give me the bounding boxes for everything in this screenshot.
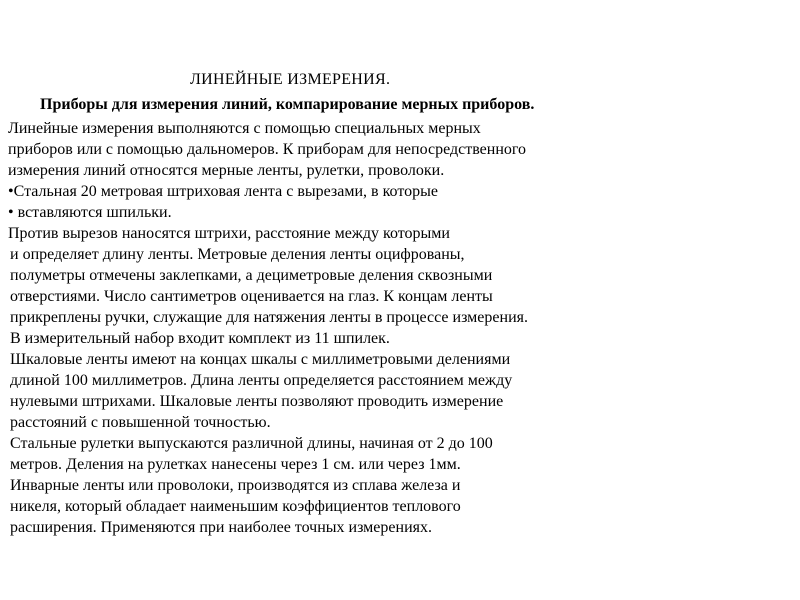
text-line: никеля, который обладает наименьшим коэффициентов теплового [10,498,461,515]
text-line: Против вырезов наносятся штрихи, расстояние между которыми [8,225,450,242]
document-title: ЛИНЕЙНЫЕ ИЗМЕРЕНИЯ. [190,71,391,88]
text-line: отверстиями. Число сантиметров оценивается на глаз. К концам ленты [10,288,493,305]
text-line: и определяет длину ленты. Метровые деления ленты оцифрованы, [10,246,465,263]
text-line: •Стальная 20 метровая штриховая лента с вырезами, в которые [8,183,438,200]
text-line: Линейные измерения выполняются с помощью специальных мерных [8,120,481,137]
text-line: расширения. Применяются при наиболее точных измерениях. [10,519,432,536]
text-line: расстояний с повышенной точностью. [10,414,271,431]
text-line: Инварные ленты или проволоки, производятся из сплава железа и [10,477,461,494]
text-line: В измерительный набор входит комплект из 11 шпилек. [10,330,390,347]
text-line: измерения линий относятся мерные ленты, рулетки, проволоки. [8,162,445,179]
text-line: Стальные рулетки выпускаются различной длины, начиная от 2 до 100 [10,435,493,452]
text-line: • вставляются шпильки. [8,204,172,221]
text-line: длиной 100 миллиметров. Длина ленты определяется расстоянием между [10,372,513,389]
text-line: полуметры отмечены заклепками, а дециметровые деления сквозными [10,267,493,284]
text-line: прикреплены ручки, служащие для натяжения ленты в процессе измерения. [10,309,528,326]
text-line: Шкаловые ленты имеют на концах шкалы с миллиметровыми делениями [10,351,511,368]
text-line: приборов или с помощью дальномеров. К приборам для непосредственного [8,141,527,158]
document-subtitle: Приборы для измерения линий, компарирование мерных приборов. [40,96,535,113]
text-line: нулевыми штрихами. Шкаловые ленты позволяют проводить измерение [10,393,504,410]
text-line: метров. Деления на рулетках нанесены через 1 см. или через 1мм. [10,456,461,473]
